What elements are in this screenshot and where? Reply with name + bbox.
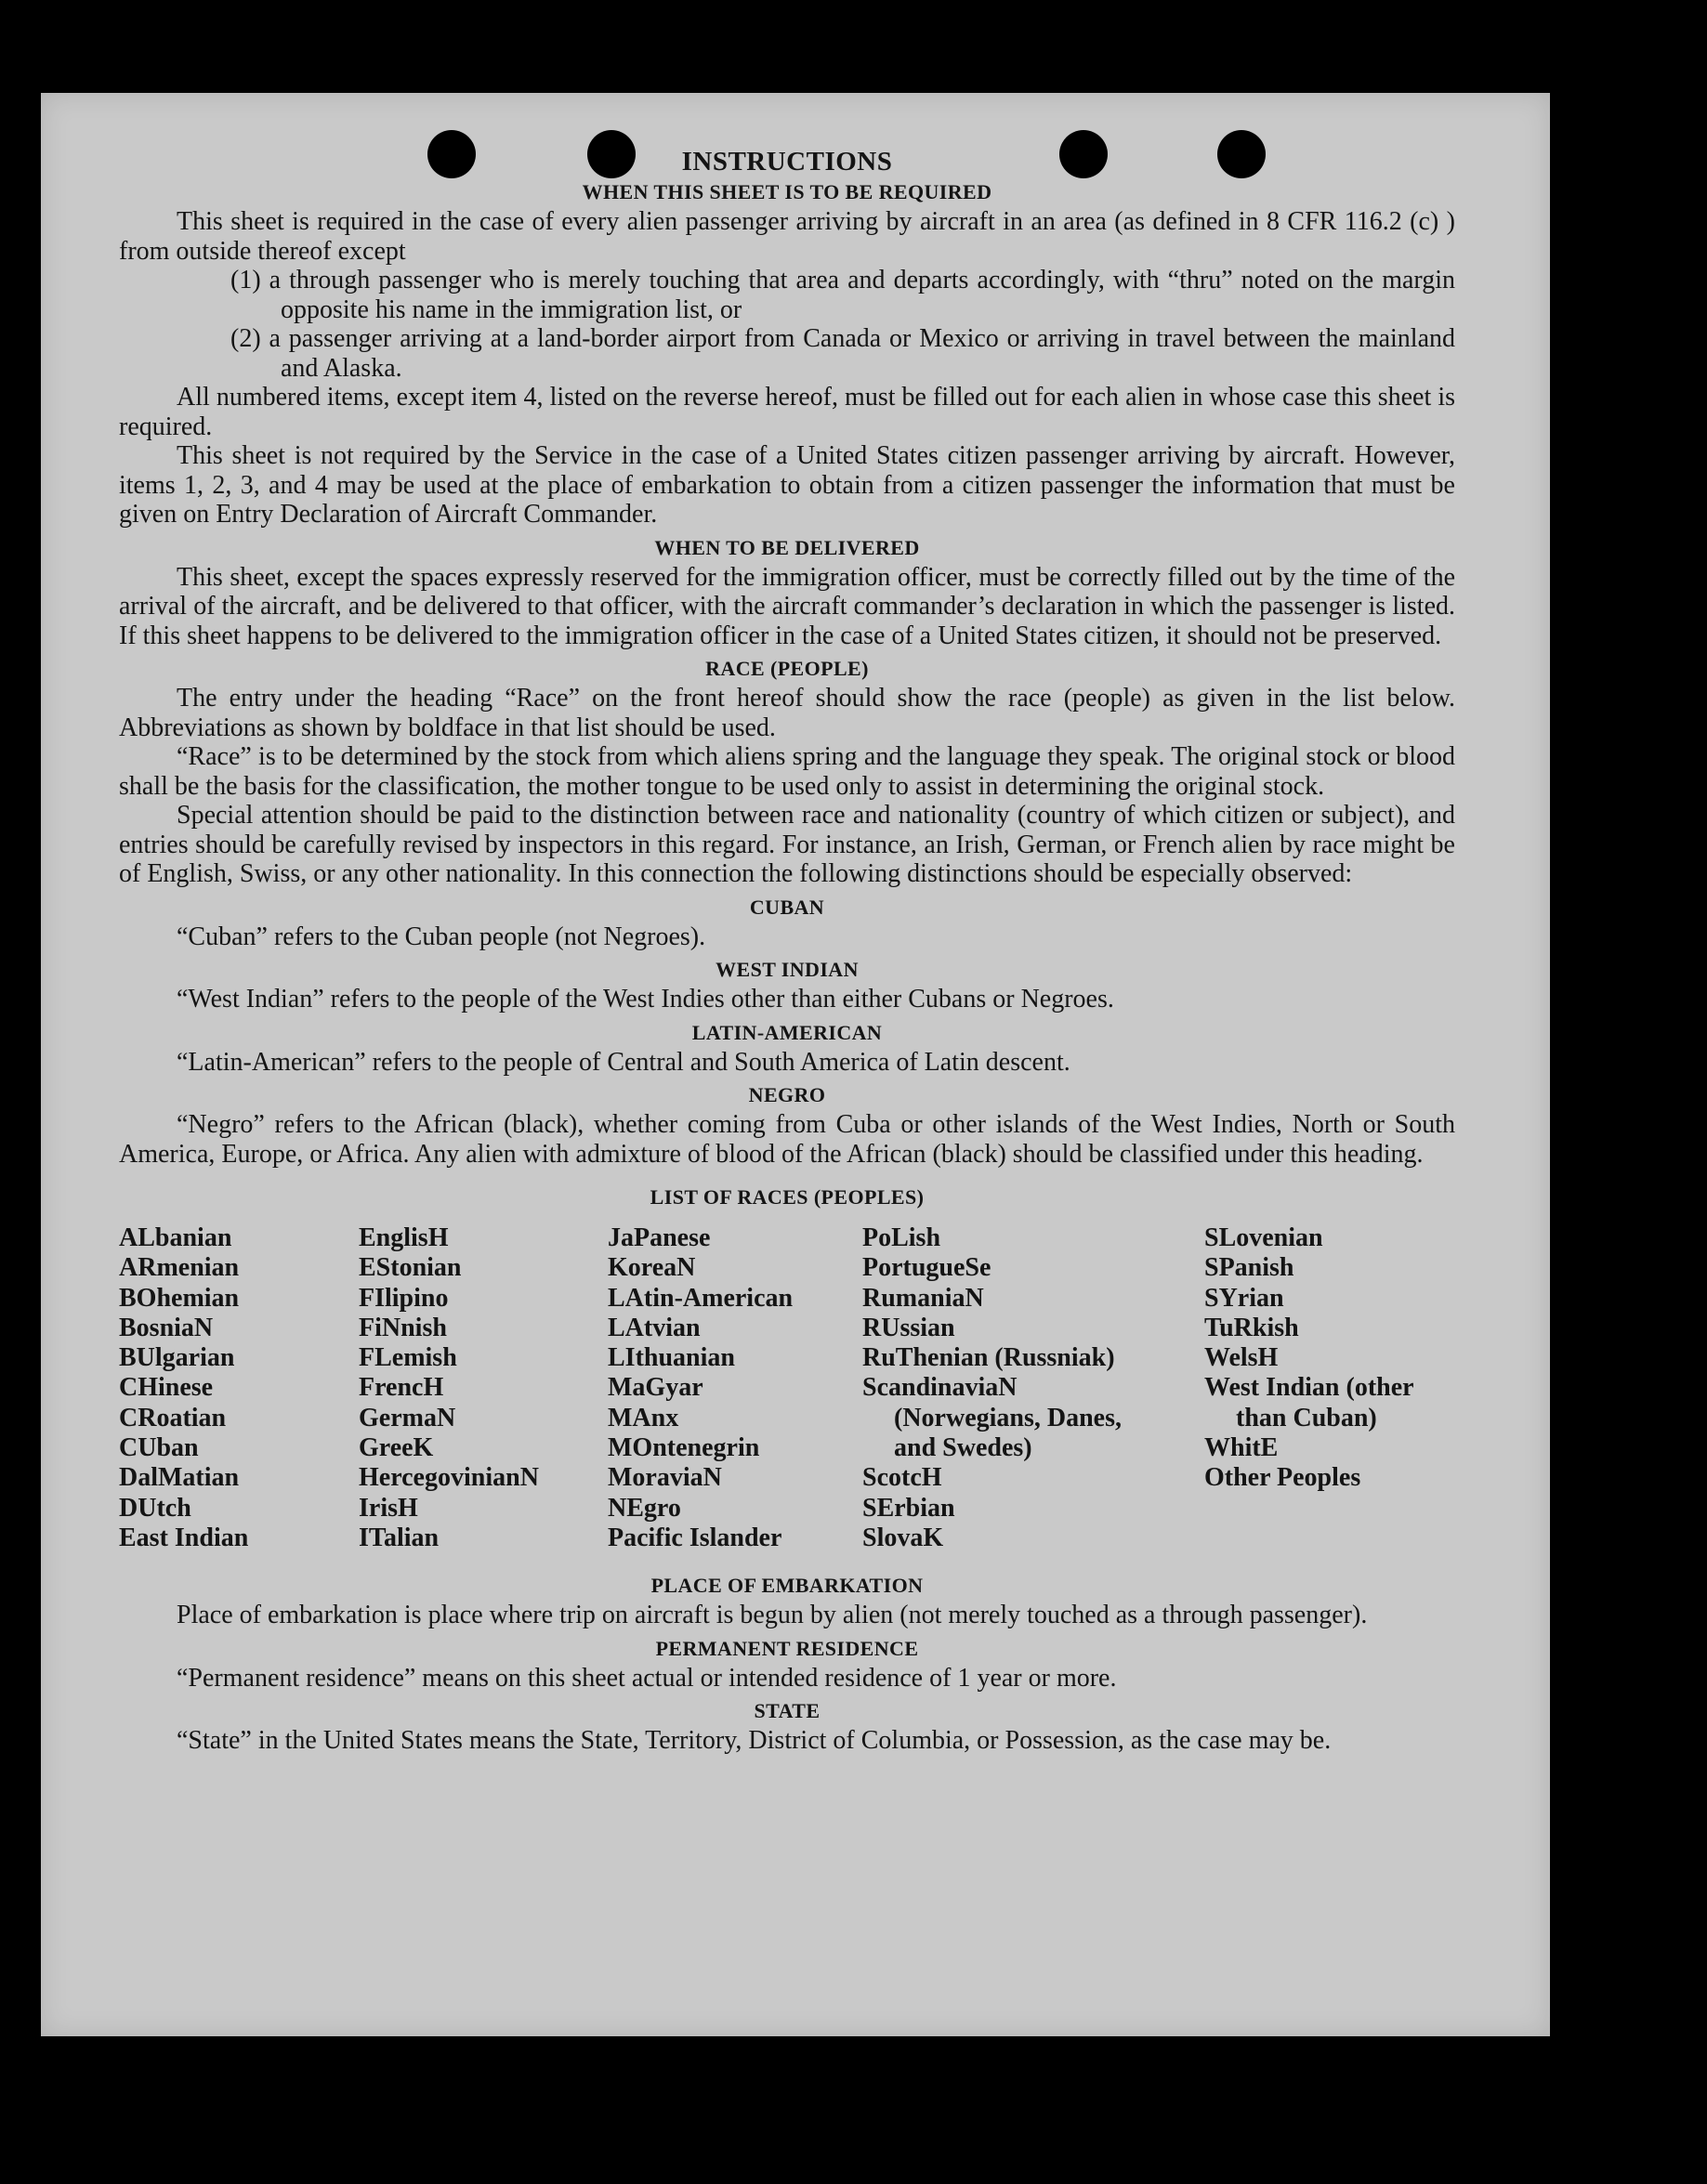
list-item: WhitE <box>1204 1433 1279 1463</box>
document-sheet <box>41 93 1550 2036</box>
list-item: West Indian (other than Cuban) <box>1204 1373 1414 1432</box>
state-text: “State” in the United States means the State, Territory, District of Columbia, or Possession, as the case may be. <box>177 1726 1332 1755</box>
when-delivered-text: This sheet, except the spaces expressly reserved for the immigration officer, must be correctly filled out by the time of the arrival of the aircraft, and be delivered to that officer, with the aircraft commander’s declaration in which the passenger is listed. If this sheet happens to be delivered to the immigration officer in the case of a United States citizen, it should not be preserved. <box>119 562 1455 650</box>
list-item: GreeK <box>359 1433 434 1463</box>
list-item: ITalian <box>359 1523 440 1552</box>
list-item: NEgro <box>608 1493 681 1523</box>
heading-cuban: CUBAN <box>749 895 825 919</box>
list-item: BosniaN <box>119 1313 214 1342</box>
when-required-para3: This sheet is not required by the Service in the case of a United States citizen passenger arriving by aircraft. However, items 1, 2, 3, and 4 may be used at the place of embarkation to obtain from a citizen passenger the information that must be given on Entry Declaration of Aircraft Commander. <box>119 441 1455 529</box>
list-item: LAtvian <box>608 1313 701 1342</box>
when-required-para2: All numbered items, except item 4, listed on the reverse hereof, must be filled out for each alien in whose case this sheet is required. <box>119 383 1455 441</box>
list-item: CRoatian <box>119 1403 227 1432</box>
negro-text: “Negro” refers to the African (black), whether coming from Cuba or other islands of the West Indies, North or South America, Europe, or Africa. Any alien with admixture of blood of the African (black) should be classified under this heading. <box>119 1110 1455 1169</box>
list-item: KoreaN <box>608 1253 696 1283</box>
list-item: FiNnish <box>359 1313 447 1342</box>
list-item: Other Peoples <box>1204 1463 1361 1493</box>
list-item: MaGyar <box>608 1373 703 1403</box>
exception-2: (2) a passenger arriving at a land-border airport from Canada or Mexico or arriving in travel between the mainland and Alaska. <box>230 324 1455 383</box>
race-para3: Special attention should be paid to the distinction between race and nationality (country of which citizen or subject), and entries should be carefully revised by inspectors in this regard. For instance, an Irish, German, or French alien by race might be of English, Swiss, or any other nationality. In this connection the following distinctions should be especially observed: <box>119 801 1455 888</box>
list-item: SErbian <box>862 1493 955 1523</box>
list-item: Pacific Islander <box>608 1523 782 1552</box>
heading-when-required: WHEN THIS SHEET IS TO BE REQUIRED <box>582 180 992 203</box>
page-title: INSTRUCTIONS <box>681 147 893 177</box>
list-item: FLemish <box>359 1343 457 1373</box>
list-item: JaPanese <box>608 1223 711 1252</box>
list-item: PortugueSe <box>862 1253 991 1283</box>
list-item: FIlipino <box>359 1283 449 1313</box>
races-column-1 <box>119 1223 248 1553</box>
heading-latin-american: LATIN-AMERICAN <box>691 1020 883 1044</box>
list-item: ALbanian <box>119 1223 232 1252</box>
race-para2: “Race” is to be determined by the stock from which aliens spring and the language they speak. The original stock or blood shall be the basis for the classification, the mother tongue to be used only to assist in determining the original stock. <box>119 742 1455 801</box>
list-item: MoraviaN <box>608 1463 722 1493</box>
list-item: RUssian <box>862 1313 955 1342</box>
list-item: IrisH <box>359 1493 418 1523</box>
heading-when-delivered: WHEN TO BE DELIVERED <box>654 535 920 559</box>
list-of-races <box>119 1214 1455 1567</box>
list-item: CUban <box>119 1433 199 1463</box>
races-column-5 <box>1204 1223 1464 1494</box>
list-item: ARmenian <box>119 1253 240 1283</box>
list-item: MAnx <box>608 1403 679 1432</box>
residence-text: “Permanent residence” means on this sheet actual or intended residence of 1 year or more. <box>177 1663 1117 1693</box>
list-item: GermaN <box>359 1403 456 1432</box>
list-item: TuRkish <box>1204 1313 1299 1342</box>
list-item: ScandinaviaN (Norwegians, Danes, and Swedes) <box>862 1373 1122 1463</box>
heading-permanent-residence: PERMANENT RESIDENCE <box>655 1636 919 1660</box>
heading-embarkation: PLACE OF EMBARKATION <box>650 1574 924 1597</box>
list-item: EnglisH <box>359 1223 449 1252</box>
heading-negro: NEGRO <box>748 1083 826 1106</box>
list-item: BUlgarian <box>119 1343 235 1373</box>
list-item: RuThenian (Russniak) <box>862 1343 1115 1373</box>
cuban-text: “Cuban” refers to the Cuban people (not Negroes). <box>177 922 706 951</box>
list-item: LIthuanian <box>608 1343 735 1373</box>
list-item: HercegovinianN <box>359 1463 539 1493</box>
list-item: BOhemian <box>119 1283 240 1313</box>
list-item: SLovenian <box>1204 1223 1323 1252</box>
when-required-intro: This sheet is required in the case of every alien passenger arriving by aircraft in an area (as defined in 8 CFR 116.2 (c) ) from outside thereof except <box>119 207 1455 266</box>
list-item: PoLish <box>862 1223 941 1252</box>
list-item: DalMatian <box>119 1463 240 1493</box>
west-indian-text: “West Indian” refers to the people of the West Indies other than either Cubans or Negroes. <box>177 985 1114 1014</box>
list-item: LAtin-American <box>608 1283 794 1313</box>
list-item: SYrian <box>1204 1283 1284 1313</box>
exception-1: (1) a through passenger who is merely touching that area and departs accordingly, with “thru” noted on the margin opposite his name in the immigration list, or <box>230 266 1455 324</box>
list-item: DUtch <box>119 1493 191 1523</box>
races-column-3 <box>608 1223 793 1553</box>
heading-race: RACE (PEOPLE) <box>705 657 869 680</box>
list-item: RumaniaN <box>862 1283 984 1313</box>
heading-state: STATE <box>754 1699 821 1722</box>
list-item: FrencH <box>359 1373 444 1403</box>
race-para1: The entry under the heading “Race” on the front hereof should show the race (people) as given in the list below. Abbreviations as shown by boldface in that list should be used. <box>119 684 1455 742</box>
list-item: East Indian <box>119 1523 249 1552</box>
list-item: EStonian <box>359 1253 462 1283</box>
instructions-body <box>119 147 1455 1756</box>
heading-west-indian: WEST INDIAN <box>716 958 859 981</box>
list-item: WelsH <box>1204 1343 1279 1373</box>
list-item: CHinese <box>119 1373 214 1403</box>
list-item: SlovaK <box>862 1523 944 1552</box>
latin-american-text: “Latin-American” refers to the people of Central and South America of Latin descent. <box>177 1047 1070 1077</box>
list-item: SPanish <box>1204 1253 1294 1283</box>
races-column-4 <box>862 1223 1169 1553</box>
races-column-2 <box>359 1223 539 1553</box>
embarkation-text: Place of embarkation is place where trip on aircraft is begun by alien (not merely touched as a through passenger). <box>177 1601 1368 1629</box>
list-item: ScotcH <box>862 1463 942 1493</box>
list-item: MOntenegrin <box>608 1433 760 1463</box>
heading-list-of-races: LIST OF RACES (PEOPLES) <box>650 1185 925 1209</box>
